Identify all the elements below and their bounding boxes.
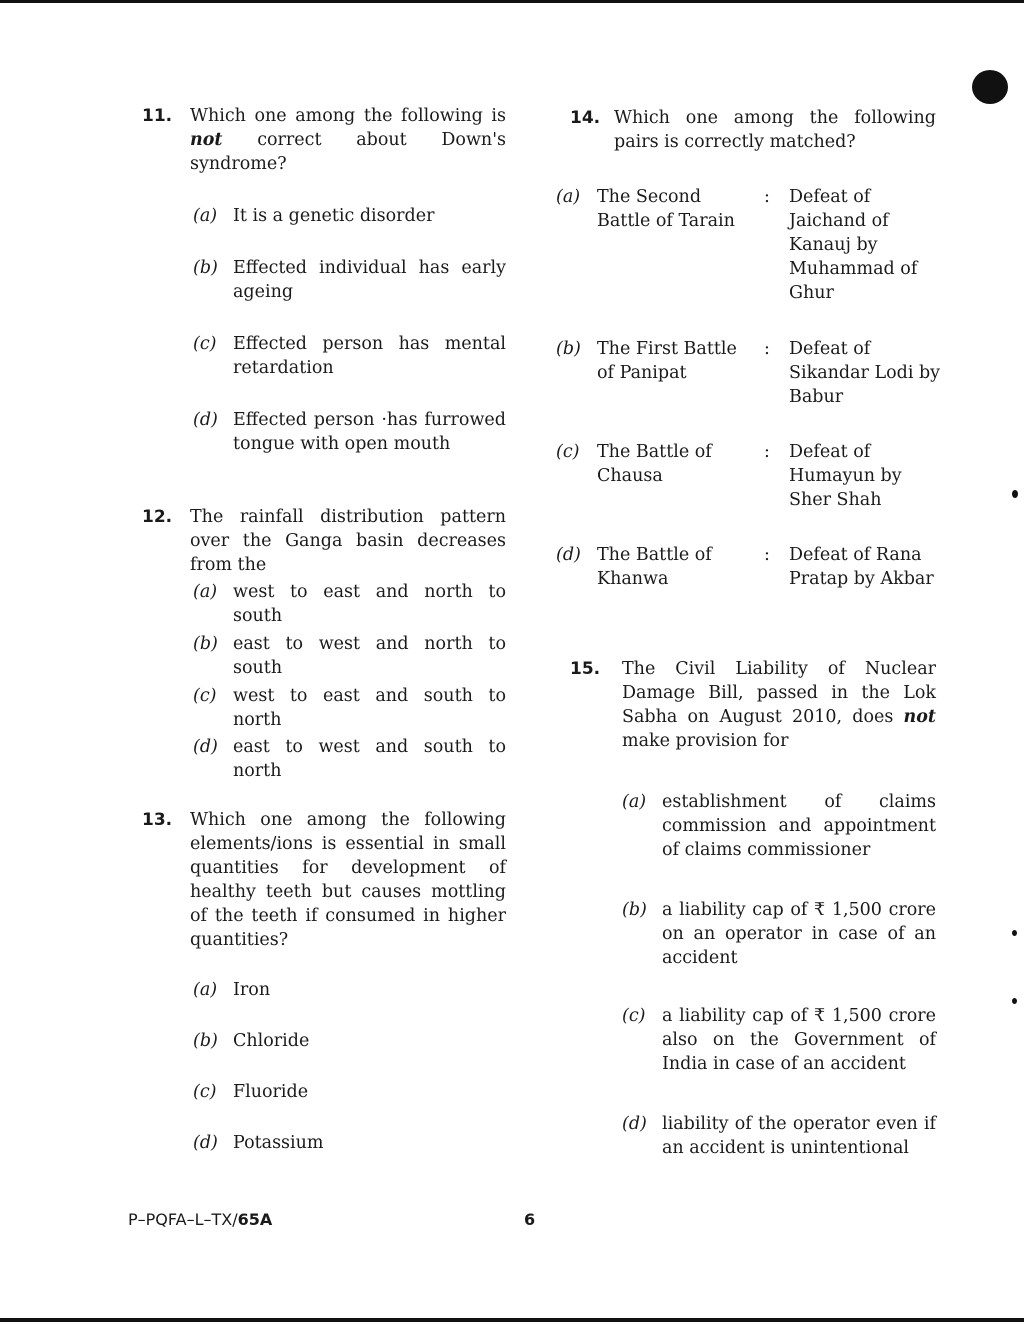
option-b[interactable]: (b) Chloride: [193, 1031, 310, 1051]
question-stem: 14. Which one among the following pairs is correctly matched?: [570, 108, 936, 152]
option-d[interactable]: (d) liability of the operator even if an accident is unintentional: [622, 1114, 936, 1158]
question-number: 14.: [570, 108, 601, 128]
top-border: [0, 0, 1024, 3]
question-14: [570, 106, 936, 154]
pair-right: Defeat of Sikandar Lodi by Babur: [789, 339, 941, 407]
option-c[interactable]: (c) a liability cap of ₹ 1,500 crore also on the Government of India in case of an accident: [622, 1006, 936, 1074]
option-c[interactable]: (c) Effected person has mental retardation: [193, 334, 506, 378]
option-a[interactable]: (a) west to east and north to south: [193, 582, 506, 626]
option-c[interactable]: (c) west to east and south to north: [193, 686, 506, 730]
option-d[interactable]: (d) Effected person ·has furrowed tongue with open mouth: [193, 410, 506, 454]
option-b[interactable]: (b) a liability cap of ₹ 1,500 crore on an operator in case of an accident: [622, 900, 936, 968]
question-number: 13.: [142, 810, 173, 830]
pair-left: The Second Battle of Tarain: [597, 187, 735, 231]
pair-right: Defeat of Humayun by Sher Shah: [789, 442, 902, 510]
option-a[interactable]: (a) establishment of claims commission and appointment of claims commissioner: [622, 792, 936, 860]
question-11: [142, 104, 506, 454]
question-stem: 15. The Civil Liability of Nuclear Damage Bill, passed in the Lok Sabha on August 2010, does not make provision for: [570, 659, 936, 751]
question-stem: 13. Which one among the following elements/ions is essential in small quantities for development of healthy teeth but causes mottling of the teeth if consumed in higher quantities?: [142, 810, 506, 950]
question-15: [570, 657, 936, 1158]
question-13: [142, 808, 506, 1153]
option-c[interactable]: (c) Fluoride: [193, 1082, 309, 1102]
question-number: 12.: [142, 507, 173, 527]
question-stem: 12. The rainfall distribution pattern over the Ganga basin decreases from the: [142, 507, 506, 575]
pair-left: The Battle of Khanwa: [597, 545, 712, 589]
paper-code: P–PQFA–L–TX/65A: [128, 1210, 273, 1229]
option-a[interactable]: (a) It is a genetic disorder: [193, 206, 435, 226]
margin-dot-icon: [1012, 998, 1017, 1004]
emphasis-not: not: [190, 130, 223, 150]
margin-dot-icon: [1012, 930, 1017, 936]
question-number: 15.: [570, 659, 601, 679]
option-b[interactable]: (b) Effected individual has early ageing: [193, 258, 506, 302]
pair-left: The Battle of Chausa: [597, 442, 712, 486]
pair-left: The First Battle of Panipat: [597, 339, 737, 383]
bottom-border: [0, 1318, 1024, 1322]
question-12: [142, 505, 506, 781]
pair-right: Defeat of Rana Pratap by Akbar: [789, 545, 934, 589]
margin-dot-icon: [1012, 490, 1018, 498]
option-d[interactable]: (d) east to west and south to north: [193, 737, 506, 781]
pair-right: Defeat of Jaichand of Kanauj by Muhammad of Ghur: [789, 187, 918, 303]
page-number: 6: [524, 1210, 536, 1229]
emphasis-not: not: [903, 707, 936, 727]
option-d[interactable]: (d) Potassium: [193, 1133, 324, 1153]
option-a[interactable]: (a) Iron: [193, 980, 271, 1000]
option-b[interactable]: (b) east to west and north to south: [193, 634, 506, 678]
corner-blot-icon: [972, 70, 1008, 104]
question-stem: 11. Which one among the following is not correct about Down's syndrome?: [142, 106, 506, 174]
question-number: 11.: [142, 106, 173, 126]
